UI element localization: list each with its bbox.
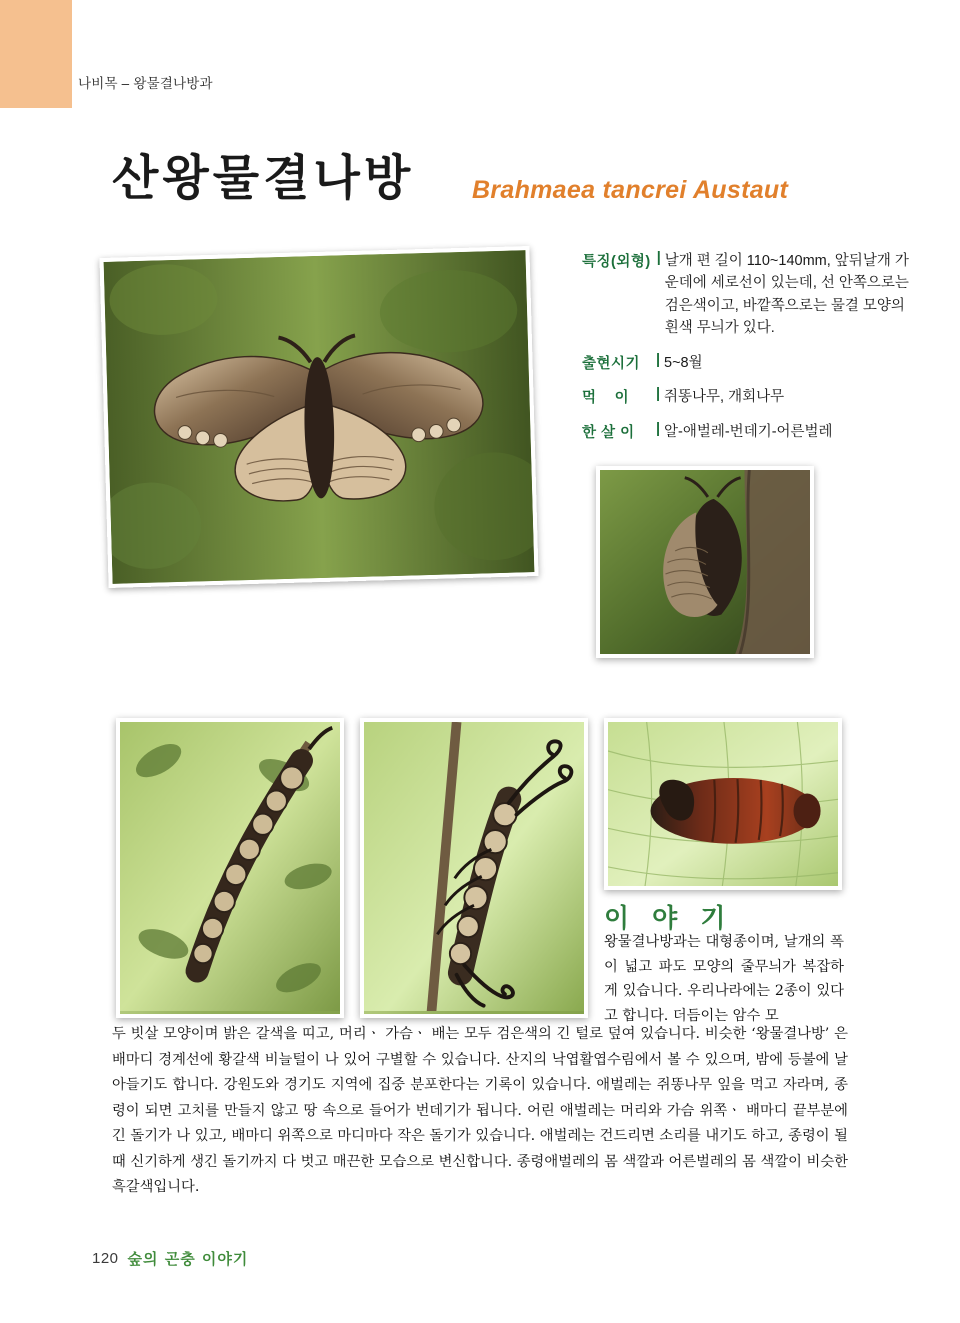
scientific-name: Brahmaea tancrei Austaut [472, 176, 789, 204]
header-color-band [0, 0, 72, 108]
photo-pupa-on-leaf [604, 718, 842, 890]
info-key: 출현시기 [582, 355, 641, 372]
species-info-list [582, 250, 912, 455]
info-row [582, 421, 912, 443]
photo-larva-closeup [360, 718, 588, 1018]
info-value: 쥐똥나무, 개회나무 [664, 389, 785, 406]
photo-adult-closed-wings [596, 466, 814, 658]
larva-on-branch-illustration [120, 722, 340, 1011]
info-value: 날개 편 길이 110~140mm, 앞뒤날개 가운데에 세로선이 있는데, 선 안쪽으로는 검은색이고, 바깥쪽으로는 물결 모양의 흰색 무늬가 있다. [664, 253, 909, 337]
footer [92, 1248, 248, 1269]
page-title: 산왕물결나방 [112, 150, 415, 206]
info-row [582, 386, 912, 408]
info-key: 특징(외형) [582, 254, 651, 270]
photo-larva-on-branch [116, 718, 344, 1018]
info-divider: | [656, 351, 661, 368]
story-heading: 이 야 기 [604, 904, 733, 934]
story-body-text: 두 빗살 모양이며 밝은 갈색을 띠고, 머리ㆍ 가슴ㆍ 배는 모두 검은색의 긴 털로 덮여 있습니다. 비슷한 ‘왕물결나방’ 은 배마디 경계선에 황갈색 비늘털이 나 있어 구별할 수 있습니다. 산지의 낙엽활엽수림에서 볼 수 있으며, 밤에 등불에 날아들기도 합니다. 강원도와 경기도 지역에 집중 분포한다는 기록이 있습니다. 애벌레는 쥐똥나무 잎을 먹고 자라며, 종령이 되면 고치를 만들지 않고 땅 속으로 들어가 번데기가 됩니다. 어린 애벌레는 머리와 가슴 위쪽ㆍ 배마디 끝부분에 긴 돌기가 나 있고, 배마디 위쪽으로 마디마다 작은 돌기가 있습니다. 애벌레는 건드리면 소리를 내기도 하고, 종령이 될 때 신기하게 생긴 돌기까지 다 벗고 매끈한 모습으로 변신합니다. 종령애벌레의 몸 색깔과 어른벌레의 몸 색깔이 비슷한 흑갈색입니다. [112, 1026, 848, 1196]
info-key: 한 살 이 [582, 424, 635, 441]
pupa-illustration [608, 722, 838, 888]
info-row [582, 250, 912, 340]
info-value: 5~8월 [664, 354, 703, 371]
info-key: 먹 이 [582, 390, 630, 407]
adult-open-wings-illustration [104, 250, 535, 586]
info-divider: | [656, 250, 661, 266]
photo-adult-open-wings [99, 246, 538, 588]
footer-brand: 숲의 곤충 이야기 [127, 1250, 249, 1268]
info-divider: | [656, 420, 661, 437]
info-divider: | [656, 386, 661, 403]
story-intro-text: 왕물결나방과는 대형종이며, 날개의 폭이 넓고 파도 모양의 줄무늬가 복잡하게 있습니다. 우리나라에는 2종이 있다고 합니다. 더듬이는 암수 모 [604, 934, 844, 1024]
breadcrumb: 나비목 – 왕물결나방과 [78, 76, 213, 91]
adult-closed-wings-illustration [600, 470, 810, 655]
page-number: 120 [92, 1250, 119, 1267]
larva-closeup-illustration [364, 722, 584, 1011]
info-row [582, 352, 912, 374]
info-value: 알-애벌레-번데기-어른벌레 [664, 423, 833, 440]
